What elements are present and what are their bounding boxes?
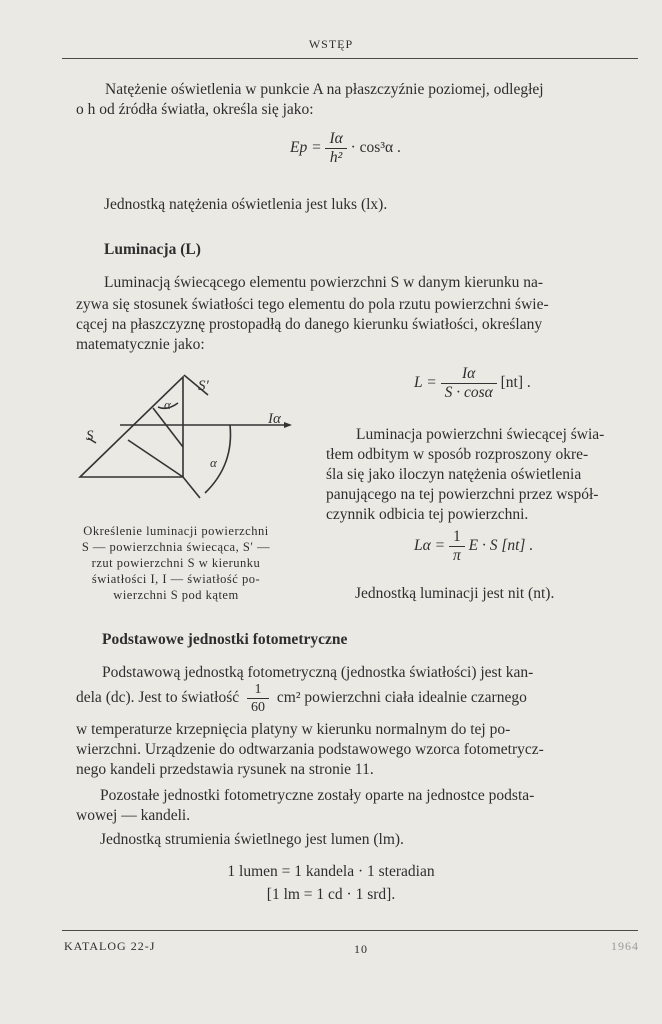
diagram-label-s-prime: S′ — [198, 378, 209, 394]
basic-units-p1-line-2 — [76, 681, 527, 716]
formula-la-lhs: Lα = — [414, 537, 446, 555]
basic-units-p1-line-3: w temperaturze krzepnięcia platyny w kierunku normalnym do tej po- — [76, 721, 511, 738]
luminance-para-line-4: matematycznie jako: — [76, 336, 205, 353]
unit-nit-sentence: Jednostką luminacji jest nit (nt). — [355, 585, 555, 602]
figure-caption — [62, 523, 290, 603]
running-header: WSTĘP — [308, 37, 354, 51]
basic-units-p1-line-4: wierzchni. Urządzenie do odtwarzania podstawowego wzorca fotometrycz- — [76, 741, 544, 758]
diagram-normal — [183, 477, 200, 498]
basic-units-heading: Podstawowe jednostki fotometryczne — [102, 631, 348, 648]
formula-l-denominator: S · cosα — [441, 383, 497, 402]
lumen-equation-abbrev: [1 lm = 1 cd · 1 srd]. — [266, 886, 396, 903]
luminance-para2-line-5: czynnik odbicia tej powierzchni. — [326, 506, 529, 523]
arrow-head-icon — [284, 422, 292, 428]
formula-ep-lhs: Ep = — [290, 139, 322, 157]
unit-lux-sentence: Jednostką natężenia oświetlenia jest luks (lx). — [104, 196, 388, 213]
basic-units-p1-line-2b: cm² powierzchni ciała idealnie czarnego — [276, 689, 527, 707]
formula-la — [414, 528, 533, 565]
sixtieth-numerator: 1 — [254, 682, 262, 697]
diagram-label-alpha-1: α — [164, 397, 171, 412]
basic-units-p1-line-2a: dela (dc). Jest to światłość — [76, 689, 240, 707]
diagram-projection-line-2 — [128, 440, 183, 477]
luminance-para-line-1: Luminacją świecącego elementu powierzchni S w danym kierunku na- — [104, 274, 544, 291]
caption-line-2: S — powierzchnia świecąca, S′ — — [81, 540, 271, 554]
basic-units-p2-line-1: Pozostałe jednostki fotometryczne zostały oparte na jednostce podsta- — [100, 787, 535, 804]
formula-ep-fraction — [325, 130, 346, 167]
luminance-para2-line-4: panującego na tej powierzchni przez współ- — [326, 486, 599, 503]
luminance-para2-line-2: tłem odbitym w sposób rozproszony okre- — [326, 446, 589, 463]
caption-line-4: światłości I, I — światłość po- — [91, 572, 261, 586]
formula-ep-denominator: h² — [325, 148, 346, 167]
sixtieth-denominator: 60 — [247, 698, 269, 716]
header-rule — [62, 58, 638, 59]
formula-ep — [290, 130, 401, 167]
formula-l-fraction — [441, 365, 497, 402]
diagram-alpha-arc-2 — [205, 425, 230, 493]
footer-rule — [62, 930, 638, 931]
diagram-label-alpha-2: α — [210, 455, 217, 470]
formula-l-unit: [nt] . — [500, 374, 531, 392]
year-label: 1964 — [611, 939, 639, 953]
formula-la-numerator: 1 — [452, 528, 461, 545]
catalog-label: KATALOG 22-J — [64, 939, 156, 953]
sixtieth-fraction — [247, 681, 269, 716]
formula-ep-rest: · cos³α . — [350, 139, 401, 157]
caption-line-1: Określenie luminacji powierzchni — [83, 524, 269, 538]
caption-line-3: rzut powierzchni S w kierunku — [91, 556, 261, 570]
basic-units-p1-line-1: Podstawową jednostką fotometryczną (jednostka światłości) jest kan- — [102, 664, 534, 681]
intro-line-1: Natężenie oświetlenia w punkcie A na płaszczyźnie poziomej, odległej — [105, 81, 544, 98]
luminance-heading: Luminacja (L) — [104, 241, 201, 258]
lumen-equation: 1 lumen = 1 kandela · 1 steradian — [227, 863, 435, 880]
formula-la-rest: E · S [nt] . — [468, 537, 534, 555]
basic-units-p1-line-5: nego kandeli przedstawia rysunek na stronie 11. — [76, 761, 374, 778]
lumen-definition: Jednostką strumienia świetlnego jest lumen (lm). — [100, 831, 404, 848]
formula-la-denominator: π — [449, 546, 465, 565]
intro-line-2: o h od źródła światła, określa się jako: — [76, 101, 314, 118]
formula-la-fraction — [449, 528, 465, 565]
diagram-projection-line-1 — [153, 408, 183, 447]
diagram-label-i-alpha: Iα — [268, 411, 281, 427]
luminance-para2-line-3: śla się jako iloczyn natężenia oświetlenia — [326, 466, 582, 483]
caption-line-5: wierzchni S pod kątem — [113, 588, 239, 602]
luminance-diagram — [60, 365, 310, 520]
formula-l — [414, 365, 531, 402]
formula-l-numerator: Iα — [462, 365, 476, 382]
diagram-label-s: S — [86, 428, 94, 444]
basic-units-p2-line-2: wowej — kandeli. — [76, 807, 191, 824]
page-number: 10 — [354, 942, 368, 956]
luminance-para-line-3: cącej na płaszczyznę prostopadłą do danego kierunku światłości, określany — [76, 316, 543, 333]
luminance-para-line-2: zywa się stosunek światłości tego elementu do pola rzutu powierzchni świe- — [76, 296, 549, 313]
formula-ep-numerator: Iα — [329, 130, 343, 147]
luminance-para2-line-1: Luminacja powierzchni świecącej świa- — [356, 426, 605, 443]
formula-l-lhs: L = — [414, 374, 437, 392]
